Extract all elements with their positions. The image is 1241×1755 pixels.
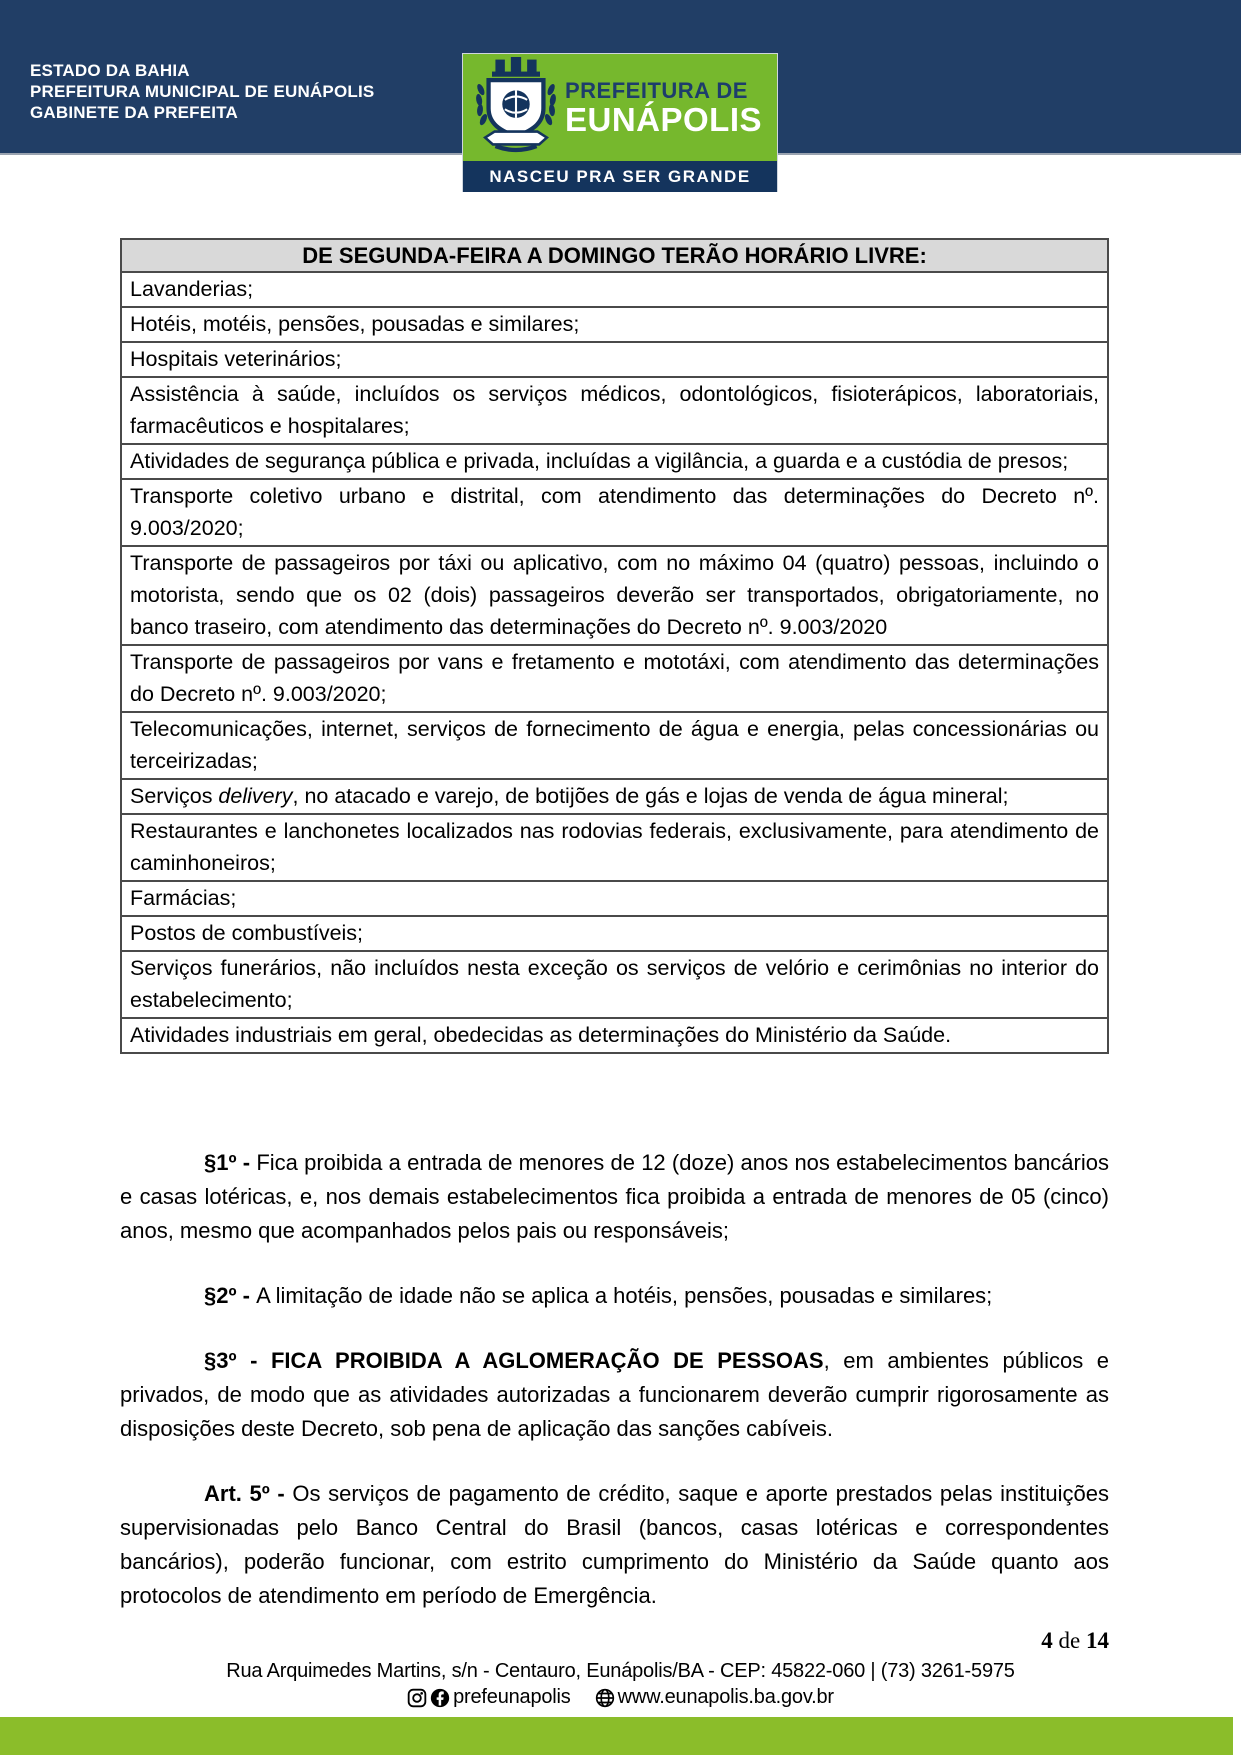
text-segment: Serviços xyxy=(130,784,219,808)
page-number xyxy=(120,1628,1109,1654)
table-row xyxy=(121,546,1108,645)
table-cell xyxy=(121,1018,1108,1053)
text-segment: Farmácias; xyxy=(130,886,237,910)
paragraph xyxy=(120,1146,1109,1248)
logo-title-line1: PREFEITURA DE xyxy=(565,77,748,103)
coat-of-arms-icon xyxy=(473,57,559,158)
table-row xyxy=(121,342,1108,377)
table-row xyxy=(121,272,1108,307)
text-segment: Serviços funerários, não incluídos nesta exceção os serviços de velório e cerimônias no interior do estabelecimento; xyxy=(130,956,1099,1012)
text-segment: Art. 5º - xyxy=(204,1481,293,1506)
table-row xyxy=(121,779,1108,814)
text-segment: 14 xyxy=(1086,1628,1109,1653)
table-row xyxy=(121,377,1108,444)
exception-table xyxy=(120,238,1109,1054)
table-cell xyxy=(121,546,1108,645)
social-handle: prefeunapolis xyxy=(453,1686,571,1708)
text-segment: §3º - FICA PROIBIDA A AGLOMERAÇÃO DE PESSOAS xyxy=(204,1348,824,1373)
logo-titles xyxy=(565,79,762,137)
paragraphs xyxy=(120,1146,1109,1644)
table-cell xyxy=(121,342,1108,377)
table-row xyxy=(121,444,1108,479)
text-segment: , no atacado e varejo, de botijões de gás e lojas de venda de água mineral; xyxy=(292,784,1009,808)
text-segment: Telecomunicações, internet, serviços de fornecimento de água e energia, pelas concessionárias ou terceirizadas; xyxy=(130,717,1099,773)
text-segment: , em ambientes públicos e privados, de modo que as atividades autorizadas a funcionarem deverão cumprir rigorosamente as disposições deste Decreto, sob pena de aplicação das sanções cabíveis. xyxy=(120,1348,1109,1441)
instagram-icon xyxy=(407,1688,427,1708)
text-segment: §1º - xyxy=(204,1150,257,1175)
text-segment: Lavanderias; xyxy=(130,277,254,301)
table-cell xyxy=(121,916,1108,951)
header-line: ESTADO DA BAHIA xyxy=(30,61,190,80)
table-header-row xyxy=(121,239,1108,272)
footer-social xyxy=(0,1686,1241,1709)
table-cell xyxy=(121,272,1108,307)
facebook-icon xyxy=(430,1688,450,1708)
text-segment: Assistência à saúde, incluídos os serviços médicos, odontológicos, fisioterápicos, laboratoriais, farmacêuticos e hospitalares; xyxy=(130,382,1099,438)
paragraph xyxy=(120,1477,1109,1613)
text-segment: 4 xyxy=(1041,1628,1059,1653)
logo-title-line2: EUNÁPOLIS xyxy=(565,100,763,138)
paragraph xyxy=(120,1344,1109,1446)
exception-table-body xyxy=(121,272,1108,1053)
header-line: PREFEITURA MUNICIPAL DE EUNÁPOLIS xyxy=(30,82,375,101)
table-cell xyxy=(121,307,1108,342)
text-segment: Atividades industriais em geral, obedecidas as determinações do Ministério da Saúde. xyxy=(130,1023,952,1047)
city-logo xyxy=(462,53,778,192)
table-cell xyxy=(121,881,1108,916)
table-row xyxy=(121,479,1108,546)
logo-main xyxy=(463,54,777,161)
logo-tagline: NASCEU PRA SER GRANDE xyxy=(463,161,777,192)
table-row xyxy=(121,645,1108,712)
text-segment: Atividades de segurança pública e privada, incluídas a vigilância, a guarda e a custódia de presos; xyxy=(130,449,1069,473)
bottom-green-bar xyxy=(0,1717,1233,1755)
text-segment: Hotéis, motéis, pensões, pousadas e similares; xyxy=(130,312,580,336)
table-cell xyxy=(121,479,1108,546)
table-cell xyxy=(121,779,1108,814)
text-segment: Transporte de passageiros por vans e fretamento e mototáxi, com atendimento das determinações do Decreto nº. 9.003/2020; xyxy=(130,650,1099,706)
text-segment: de xyxy=(1058,1628,1086,1653)
text-segment: Transporte de passageiros por táxi ou aplicativo, com no máximo 04 (quatro) pessoas, incluindo o motorista, sendo que os 02 (dois) passageiros deverão ser transportados, obrigatoriamente, no banco traseiro, com atendimento das determinações do Decreto nº. 9.003/2020 xyxy=(130,551,1099,639)
table-cell xyxy=(121,645,1108,712)
text-segment: A limitação de idade não se aplica a hotéis, pensões, pousadas e similares; xyxy=(256,1283,993,1308)
footer-website: www.eunapolis.ba.gov.br xyxy=(617,1686,834,1708)
footer xyxy=(0,1659,1241,1709)
text-segment: Transporte coletivo urbano e distrital, com atendimento das determinações do Decreto nº. 9.003/2020; xyxy=(130,484,1099,540)
table-row xyxy=(121,916,1108,951)
text-segment: Hospitais veterinários; xyxy=(130,347,342,371)
table-cell xyxy=(121,712,1108,779)
text-segment: delivery xyxy=(218,784,293,808)
header-text xyxy=(30,60,374,123)
table-row xyxy=(121,307,1108,342)
globe-icon xyxy=(595,1688,615,1708)
text-segment: Fica proibida a entrada de menores de 12 (doze) anos nos estabelecimentos bancários e casas lotéricas, e, nos demais estabelecimentos fica proibida a entrada de menores de 05 (cinco) anos, mesmo que acompanhados pelos pais ou responsáveis; xyxy=(120,1150,1109,1243)
table-cell xyxy=(121,444,1108,479)
table-row xyxy=(121,951,1108,1018)
table-cell xyxy=(121,951,1108,1018)
table-row xyxy=(121,881,1108,916)
paragraph xyxy=(120,1279,1109,1313)
text-segment: Os serviços de pagamento de crédito, saque e aporte prestados pelas instituições supervisionadas pelo Banco Central do Brasil (bancos, casas lotéricas e correspondentes bancários), poderão funcionar, com estrito cumprimento do Ministério da Saúde quanto aos protocolos de atendimento em período de Emergência. xyxy=(120,1481,1109,1608)
text-segment: Postos de combustíveis; xyxy=(130,921,364,945)
text-segment: Restaurantes e lanchonetes localizados nas rodovias federais, exclusivamente, para atendimento de caminhoneiros; xyxy=(130,819,1099,875)
footer-address: Rua Arquimedes Martins, s/n - Centauro, Eunápolis/BA - CEP: 45822-060 | (73) 3261-5975 xyxy=(226,1660,1015,1682)
table-row xyxy=(121,712,1108,779)
table-row xyxy=(121,814,1108,881)
text-segment: §2º - xyxy=(204,1283,257,1308)
table-cell xyxy=(121,814,1108,881)
table-header-cell: DE SEGUNDA-FEIRA A DOMINGO TERÃO HORÁRIO LIVRE: xyxy=(121,239,1108,272)
table-cell xyxy=(121,377,1108,444)
header-line: GABINETE DA PREFEITA xyxy=(30,103,239,122)
table-row xyxy=(121,1018,1108,1053)
